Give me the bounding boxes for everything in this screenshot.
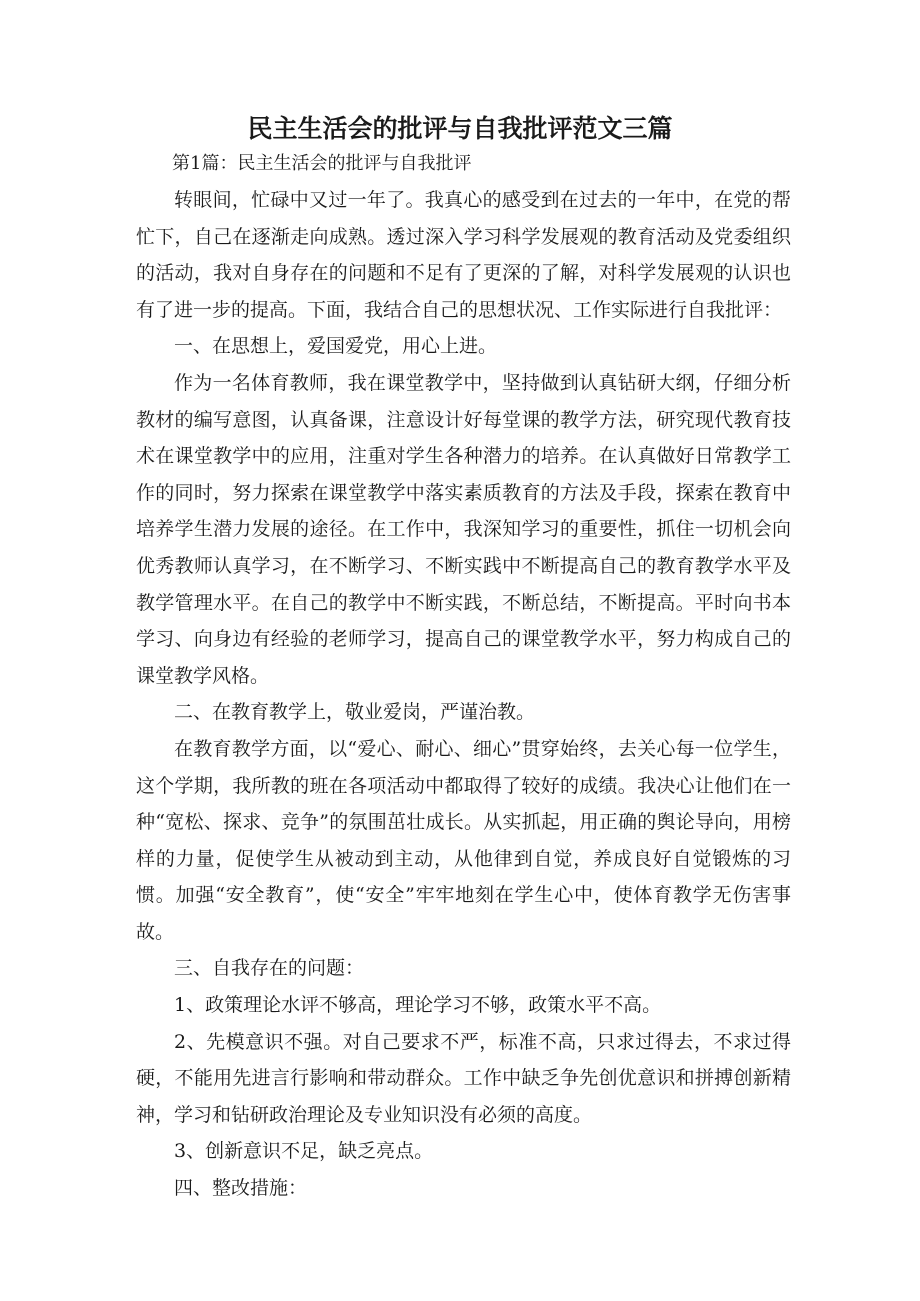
section-subtitle: 第1篇：民主生活会的批评与自我批评 (172, 153, 472, 174)
problem-item-3: 3、创新意识不足，缺乏亮点。 (174, 1140, 434, 1163)
heading-thought: 一、在思想上，爱国爱党，用心上进。 (174, 335, 498, 358)
heading-problems: 三、自我存在的问题： (174, 957, 365, 980)
document-title: 民主生活会的批评与自我批评范文三篇 (247, 114, 673, 143)
heading-education: 二、在教育教学上，敬业爱岗，严谨治教。 (174, 701, 536, 724)
paragraph-teaching: 作为一名体育教师，我在课堂教学中，坚持做到认真钻研大纲，仔细分析教材的编写意图，认真备课，注意设计好每堂课的教学方法，研究现代教育技术在课堂教学中的应用，注重对学生各种潜力的培养。在认真做好日常教学工作的同时，努力探索在课堂教学中落实素质教育的方法及手段，探索在教育中培养学生潜力发展的途径。在工作中，我深知学习的重要性，抓住一切机会向优秀教师认真学习，在不断学习、不断实践中不断提高自己的教育教学水平及教学管理水平。在自己的教学中不断实践，不断总结，不断提高。平时向书本学习、向身边有经验的老师学习，提高自己的课堂教学水平，努力构成自己的课堂教学风格。 (136, 371, 791, 687)
problem-item-1: 1、政策理论水评不够高，理论学习不够，政策水平不高。 (174, 994, 662, 1017)
heading-measures: 四、整改措施： (174, 1177, 308, 1200)
paragraph-education: 在教育教学方面，以“爱心、耐心、细心”贯穿始终，去关心每一位学生，这个学期，我所教的班在各项活动中都取得了较好的成绩。我决心让他们在一种“宽松、探求、竞争”的氛围茁壮成长。从实抓起，用正确的舆论导向，用榜样的力量，促使学生从被动到主动，从他律到自觉，养成良好自觉锻炼的习惯。加强“安全教育”，使“安全”牢牢地刻在学生心中，使体育教学无伤害事故。 (136, 737, 791, 943)
paragraph-intro: 转眼间，忙碌中又过一年了。我真心的感受到在过去的一年中，在党的帮忙下，自己在逐渐走向成熟。透过深入学习科学发展观的教育活动及党委组织的活动，我对自身存在的问题和不足有了更深的了解，对科学发展观的认识也有了进一步的提高。下面，我结合自己的思想状况、工作实际进行自我批评： (136, 189, 791, 321)
problem-item-2: 2、先模意识不强。对自己要求不严，标准不高，只求过得去，不求过得硬，不能用先进言行影响和带动群众。工作中缺乏争先创优意识和拼搏创新精神，学习和钻研政治理论及专业知识没有必须的高度。 (136, 1030, 791, 1126)
document-body (136, 150, 791, 1207)
